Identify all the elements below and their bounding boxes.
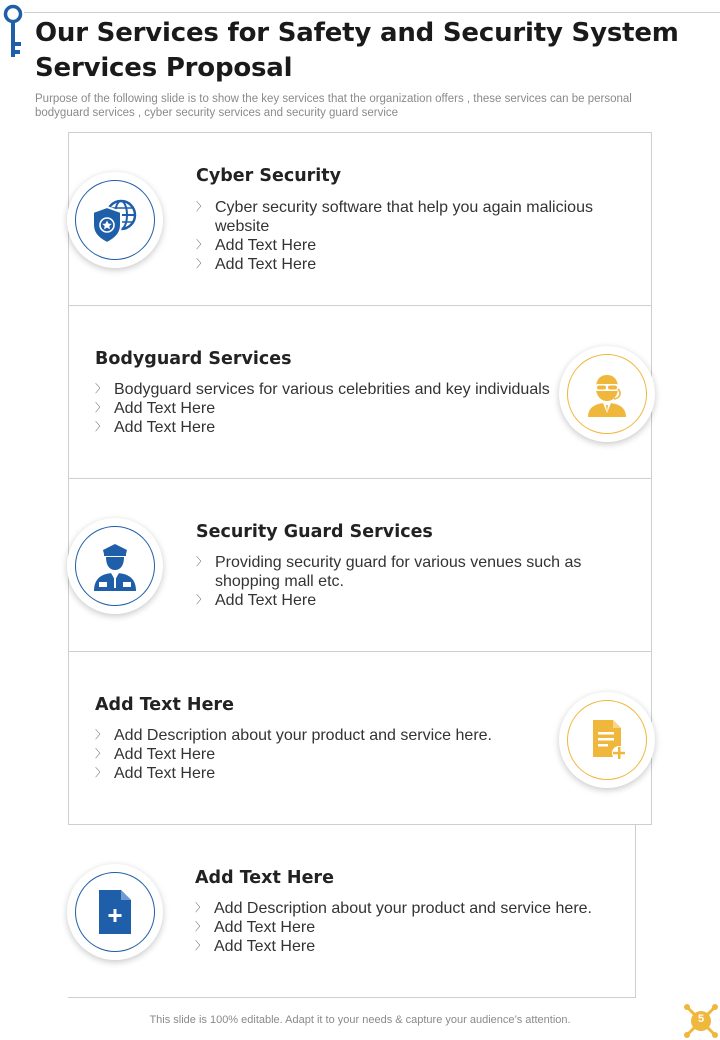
card-title: Cyber Security: [196, 166, 342, 186]
security-guard-badge: [67, 518, 163, 614]
bullet-item: 〉 Add Description about your product and service here.: [195, 900, 592, 917]
bodyguard-badge: [559, 346, 655, 442]
page-number: 5: [697, 1013, 705, 1025]
page-subtitle: Purpose of the following slide is to show the key services that the organization offers , these services can be personal bodyguard services , cyber security services and security guard service: [35, 93, 632, 119]
bullet-item: 〉 Add Text Here: [95, 765, 216, 782]
header-divider: [24, 12, 720, 13]
card-title: Add Text Here: [95, 695, 234, 715]
card-title: Bodyguard Services: [95, 349, 292, 369]
bullet-list: [196, 553, 616, 610]
bullet-list: [195, 899, 615, 956]
security-guard-icon: [90, 540, 140, 592]
bullet-item: 〉 Bodyguard services for various celebrities and key individuals: [95, 381, 550, 398]
document-add-icon: [585, 717, 629, 763]
bullet-item: 〉 Add Text Here: [95, 400, 216, 417]
bullet-item: 〉 Add Text Here: [195, 919, 316, 936]
document-badge: [559, 692, 655, 788]
file-add-icon: [95, 887, 135, 937]
bullet-item: 〉 Add Text Here: [95, 419, 216, 436]
bullet-item: 〉 Cyber security software that help you again malicious website: [196, 199, 593, 235]
key-icon: [2, 4, 24, 60]
bullet-item: 〉 Add Text Here: [195, 938, 316, 955]
bullet-item: 〉 Add Text Here: [95, 746, 216, 763]
bullet-list: [95, 380, 565, 437]
bodyguard-icon: [582, 369, 632, 419]
bullet-item: 〉 Add Description about your product and service here.: [95, 727, 492, 744]
footer-text: This slide is 100% editable. Adapt it to your needs & capture your audience’s attention.: [149, 1014, 571, 1026]
bullet-item: 〉 Providing security guard for various venues such as shopping mall etc.: [196, 554, 582, 590]
cyber-security-badge: [67, 172, 163, 268]
bullet-item: 〉 Add Text Here: [196, 592, 317, 609]
page-title: Our Services for Safety and Security System Services Proposal: [35, 18, 679, 83]
bullet-item: 〉 Add Text Here: [196, 237, 317, 254]
bullet-item: 〉 Add Text Here: [196, 256, 317, 273]
card-title: Security Guard Services: [196, 522, 433, 542]
shield-globe-icon: [87, 195, 143, 245]
bullet-list: [95, 726, 535, 783]
footer-divider: [68, 997, 636, 998]
file-badge: [67, 864, 163, 960]
bullet-list: [196, 198, 616, 274]
page-number-badge: [682, 1002, 720, 1040]
card-title: Add Text Here: [195, 868, 334, 888]
